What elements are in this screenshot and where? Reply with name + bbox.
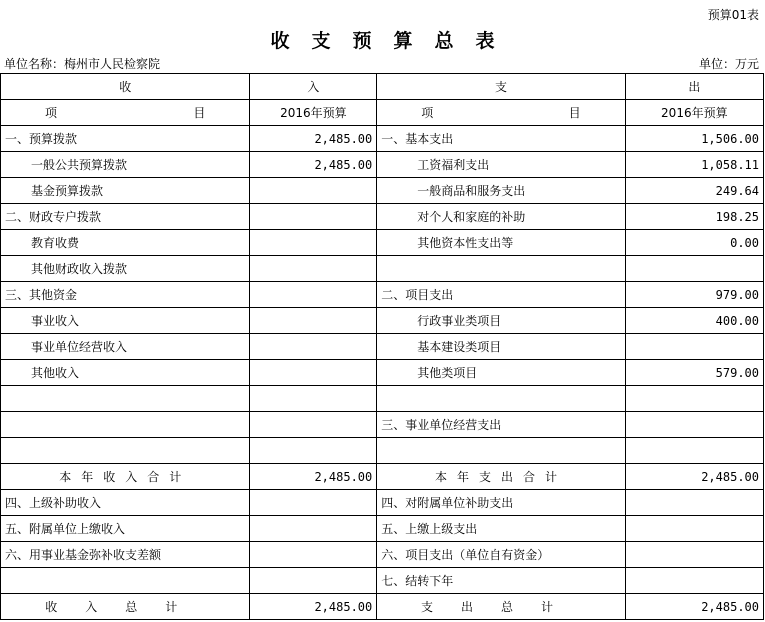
income-value-cell — [250, 178, 377, 204]
expense-value-cell — [625, 386, 763, 412]
table-row — [1, 542, 764, 568]
expense-item-cell: 五、上缴上级支出 — [377, 516, 625, 542]
income-item-cell: 五、附属单位上缴收入 — [1, 516, 250, 542]
income-item-cell: 事业单位经营收入 — [1, 334, 250, 360]
expense-item-cell — [377, 438, 625, 464]
table-row — [1, 490, 764, 516]
income-item-header — [1, 100, 250, 126]
table-row — [1, 230, 764, 256]
expense-value-cell: 2,485.00 — [625, 464, 763, 490]
expense-item-cell — [377, 256, 625, 282]
expense-item-cell: 二、项目支出 — [377, 282, 625, 308]
table-row — [1, 334, 764, 360]
table-row — [1, 386, 764, 412]
income-item-cell — [1, 568, 250, 594]
expense-item-cell: 其他类项目 — [377, 360, 625, 386]
income-item-cell: 事业收入 — [1, 308, 250, 334]
header-row-category — [1, 74, 764, 100]
income-value-cell: 2,485.00 — [250, 464, 377, 490]
table-row — [1, 152, 764, 178]
income-item-cell — [1, 386, 250, 412]
expense-item-header-right: 目 — [568, 106, 581, 120]
expense-item-header — [377, 100, 625, 126]
income-item-cell: 四、上级补助收入 — [1, 490, 250, 516]
table-row — [1, 360, 764, 386]
income-item-cell: 二、财政专户拨款 — [1, 204, 250, 230]
expense-value-cell: 0.00 — [625, 230, 763, 256]
expense-item-cell: 本年支出合计 — [377, 464, 625, 490]
expense-value-cell — [625, 542, 763, 568]
expense-item-cell — [377, 386, 625, 412]
expense-value-cell — [625, 516, 763, 542]
expense-item-cell: 基本建设类项目 — [377, 334, 625, 360]
expense-value-cell: 979.00 — [625, 282, 763, 308]
income-value-cell: 2,485.00 — [250, 126, 377, 152]
form-number: 预算01表 — [707, 8, 759, 22]
income-value-cell: 2,485.00 — [250, 594, 377, 620]
expense-year-header: 2016年预算 — [625, 100, 763, 126]
expense-item-cell: 支出总计 — [377, 594, 625, 620]
table-row — [1, 412, 764, 438]
income-value-cell — [250, 438, 377, 464]
expense-value-cell — [625, 256, 763, 282]
expense-value-cell: 2,485.00 — [625, 594, 763, 620]
header-row-columns — [1, 100, 764, 126]
expense-value-cell — [625, 334, 763, 360]
income-value-cell — [250, 490, 377, 516]
expense-item-cell: 三、事业单位经营支出 — [377, 412, 625, 438]
income-item-header-right: 目 — [193, 106, 206, 120]
income-value-cell — [250, 516, 377, 542]
income-year-header: 2016年预算 — [250, 100, 377, 126]
expense-item-cell: 行政事业类项目 — [377, 308, 625, 334]
income-item-cell: 基金预算拨款 — [1, 178, 250, 204]
income-item-cell: 六、用事业基金弥补收支差额 — [1, 542, 250, 568]
income-value-cell — [250, 282, 377, 308]
table-row — [1, 204, 764, 230]
income-value-cell: 2,485.00 — [250, 152, 377, 178]
table-row — [1, 256, 764, 282]
income-item-cell: 一、预算拨款 — [1, 126, 250, 152]
expense-item-cell: 一般商品和服务支出 — [377, 178, 625, 204]
expense-value-cell: 198.25 — [625, 204, 763, 230]
expense-value-cell — [625, 412, 763, 438]
income-header-left: 收 — [1, 74, 250, 100]
income-value-cell — [250, 230, 377, 256]
expense-item-cell: 六、项目支出（单位自有资金） — [377, 542, 625, 568]
budget-table — [0, 73, 764, 620]
expense-value-cell: 1,058.11 — [625, 152, 763, 178]
currency-unit: 单位：万元 — [698, 57, 759, 71]
expense-item-cell: 对个人和家庭的补助 — [377, 204, 625, 230]
expense-value-cell: 579.00 — [625, 360, 763, 386]
income-item-cell — [1, 412, 250, 438]
income-item-cell: 其他财政收入拨款 — [1, 256, 250, 282]
expense-value-cell: 1,506.00 — [625, 126, 763, 152]
expense-item-header-left: 项 — [421, 106, 434, 120]
expense-value-cell — [625, 438, 763, 464]
expense-item-cell: 四、对附属单位补助支出 — [377, 490, 625, 516]
table-row — [1, 464, 764, 490]
income-item-cell: 收入总计 — [1, 594, 250, 620]
income-value-cell — [250, 568, 377, 594]
table-row — [1, 178, 764, 204]
income-item-cell: 一般公共预算拨款 — [1, 152, 250, 178]
expense-header-left: 支 — [377, 74, 625, 100]
income-item-cell — [1, 438, 250, 464]
expense-item-cell: 一、基本支出 — [377, 126, 625, 152]
income-item-cell: 三、其他资金 — [1, 282, 250, 308]
table-row — [1, 126, 764, 152]
income-item-cell: 其他收入 — [1, 360, 250, 386]
income-value-cell — [250, 308, 377, 334]
income-value-cell — [250, 334, 377, 360]
income-item-cell: 本年收入合计 — [1, 464, 250, 490]
income-value-cell — [250, 412, 377, 438]
expense-value-cell — [625, 490, 763, 516]
table-row — [1, 568, 764, 594]
table-row — [1, 438, 764, 464]
income-item-header-left: 项 — [45, 106, 58, 120]
table-row — [1, 282, 764, 308]
table-row — [1, 308, 764, 334]
expense-value-cell: 400.00 — [625, 308, 763, 334]
expense-value-cell — [625, 568, 763, 594]
expense-header-right: 出 — [625, 74, 763, 100]
table-row — [1, 594, 764, 620]
income-value-cell — [250, 360, 377, 386]
income-item-cell: 教育收费 — [1, 230, 250, 256]
income-value-cell — [250, 386, 377, 412]
unit-name: 单位名称：梅州市人民检察院 — [4, 57, 161, 71]
income-value-cell — [250, 204, 377, 230]
income-header-right: 入 — [250, 74, 377, 100]
expense-item-cell: 七、结转下年 — [377, 568, 625, 594]
table-row — [1, 516, 764, 542]
income-value-cell — [250, 256, 377, 282]
income-value-cell — [250, 542, 377, 568]
expense-value-cell: 249.64 — [625, 178, 763, 204]
expense-item-cell: 其他资本性支出等 — [377, 230, 625, 256]
page-title: 收支预算总表 — [270, 30, 517, 52]
expense-item-cell: 工资福利支出 — [377, 152, 625, 178]
